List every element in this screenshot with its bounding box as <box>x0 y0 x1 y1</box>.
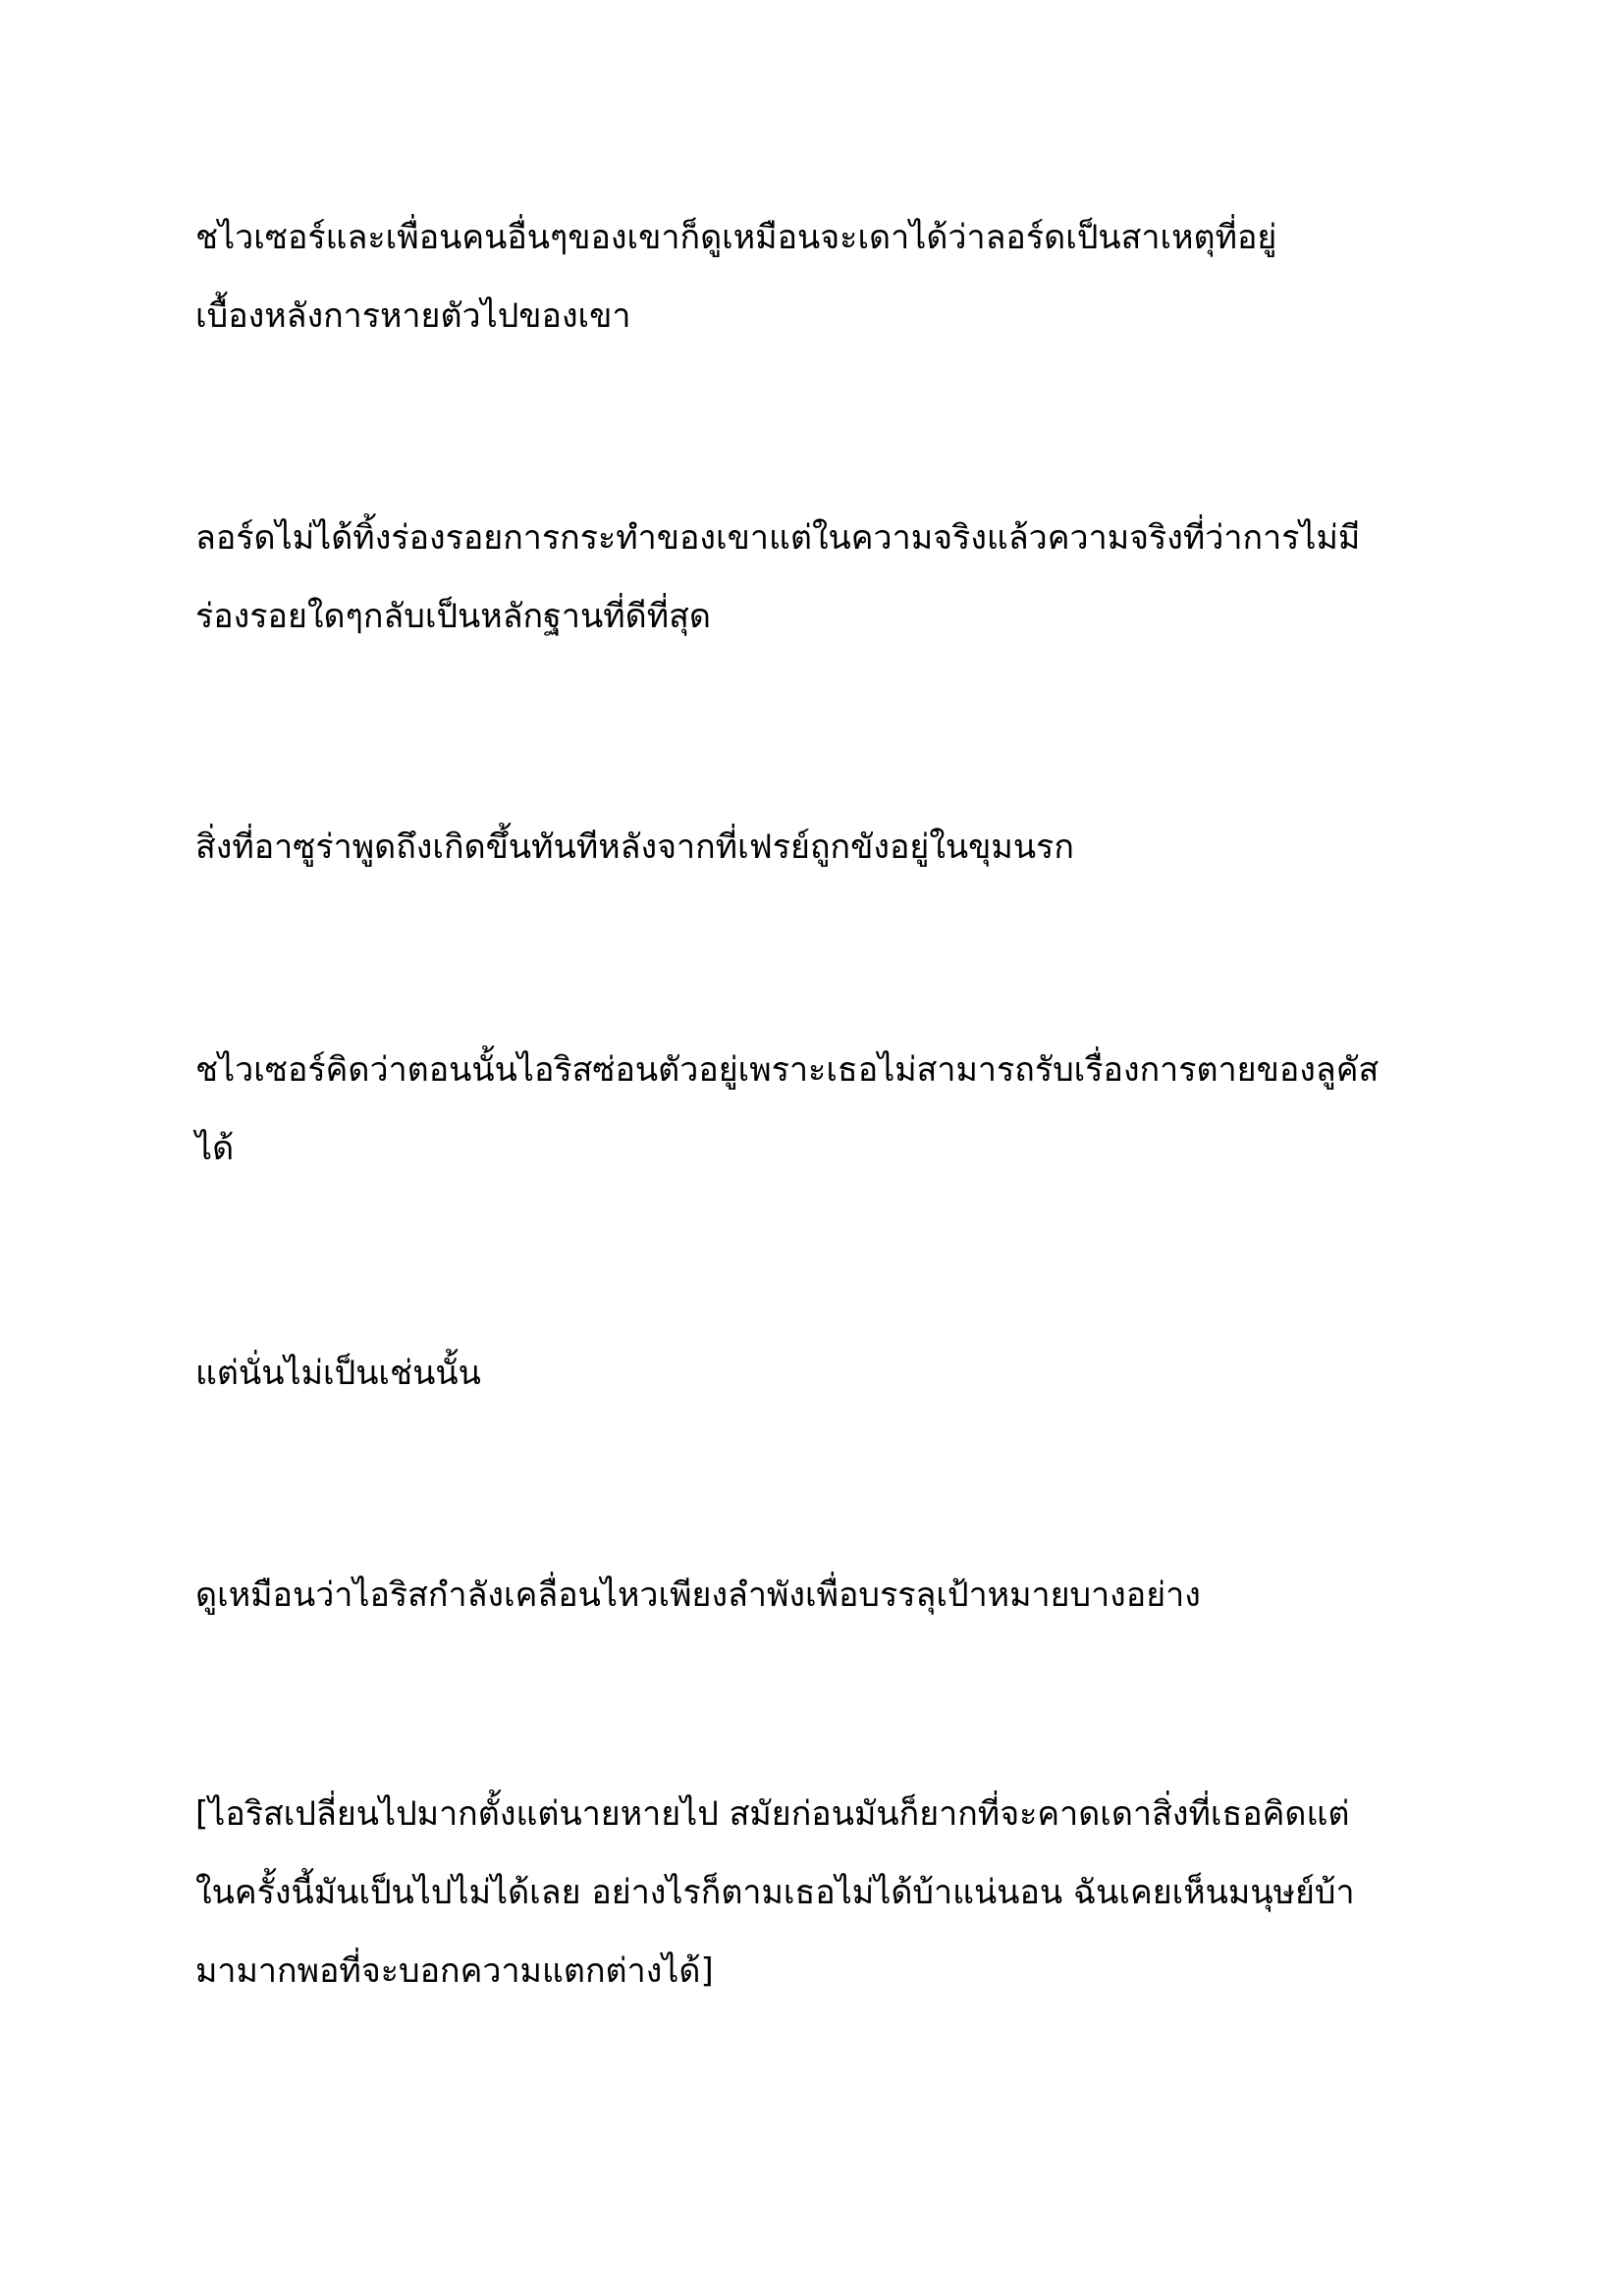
paragraph-line: แต่นั่นไม่เป็นเช่นนั้น <box>195 1354 481 1393</box>
paragraph-line: ได้ <box>195 1129 235 1168</box>
paragraph-line: ร่องรอยใดๆกลับเป็นหลักฐานที่ดีที่สุด <box>195 597 711 636</box>
paragraph-line: ลอร์ดไม่ได้ทิ้งร่องรอยการกระทำของเขาแต่ในความจริงแล้วความจริงที่ว่าการไม่มี <box>195 518 1361 558</box>
paragraph-5 <box>195 1334 1462 1413</box>
paragraph-line: [ไอริสเปลี่ยนไปมากตั้งแต่นายหายไป สมัยก่อนมันก็ยากที่จะคาดเดาสิ่งที่เธอคิดแต่ <box>195 1794 1350 1834</box>
paragraph-line: ดูเหมือนว่าไอริสกำลังเคลื่อนไหวเพียงลำพังเพื่อบรรลุเป้าหมายบางอย่าง <box>195 1575 1201 1615</box>
paragraph-line: สิ่งที่อาซูร่าพูดถึงเกิดขึ้นทันทีหลังจากที่เฟรย์ถูกขังอยู่ในขุมนรก <box>195 828 1074 867</box>
paragraph-line: ชไวเซอร์และเพื่อนคนอื่นๆของเขาก็ดูเหมือนจะเดาได้ว่าลอร์ดเป็นสาเหตุที่อยู่ <box>195 218 1277 257</box>
paragraph-2 <box>195 499 1462 656</box>
paragraph-6 <box>195 1556 1462 1634</box>
paragraph-7 <box>195 1775 1462 2010</box>
paragraph-line: เบื้องหลังการหายตัวไปของเขา <box>195 296 631 336</box>
paragraph-line: ในครั้งนี้มันเป็นไปไม่ได้เลย อย่างไรก็ตามเธอไม่ได้บ้าแน่นอน ฉันเคยเห็นมนุษย์บ้า <box>195 1873 1355 1912</box>
paragraph-4 <box>195 1031 1462 1188</box>
paragraph-1 <box>195 198 1462 355</box>
paragraph-3 <box>195 808 1462 886</box>
paragraph-line: มามากพอที่จะบอกความแตกต่างได้] <box>195 1951 714 1991</box>
paragraph-line: ชไวเซอร์คิดว่าตอนนั้นไอริสซ่อนตัวอยู่เพราะเธอไม่สามารถรับเรื่องการตายของลูคัส <box>195 1050 1380 1090</box>
